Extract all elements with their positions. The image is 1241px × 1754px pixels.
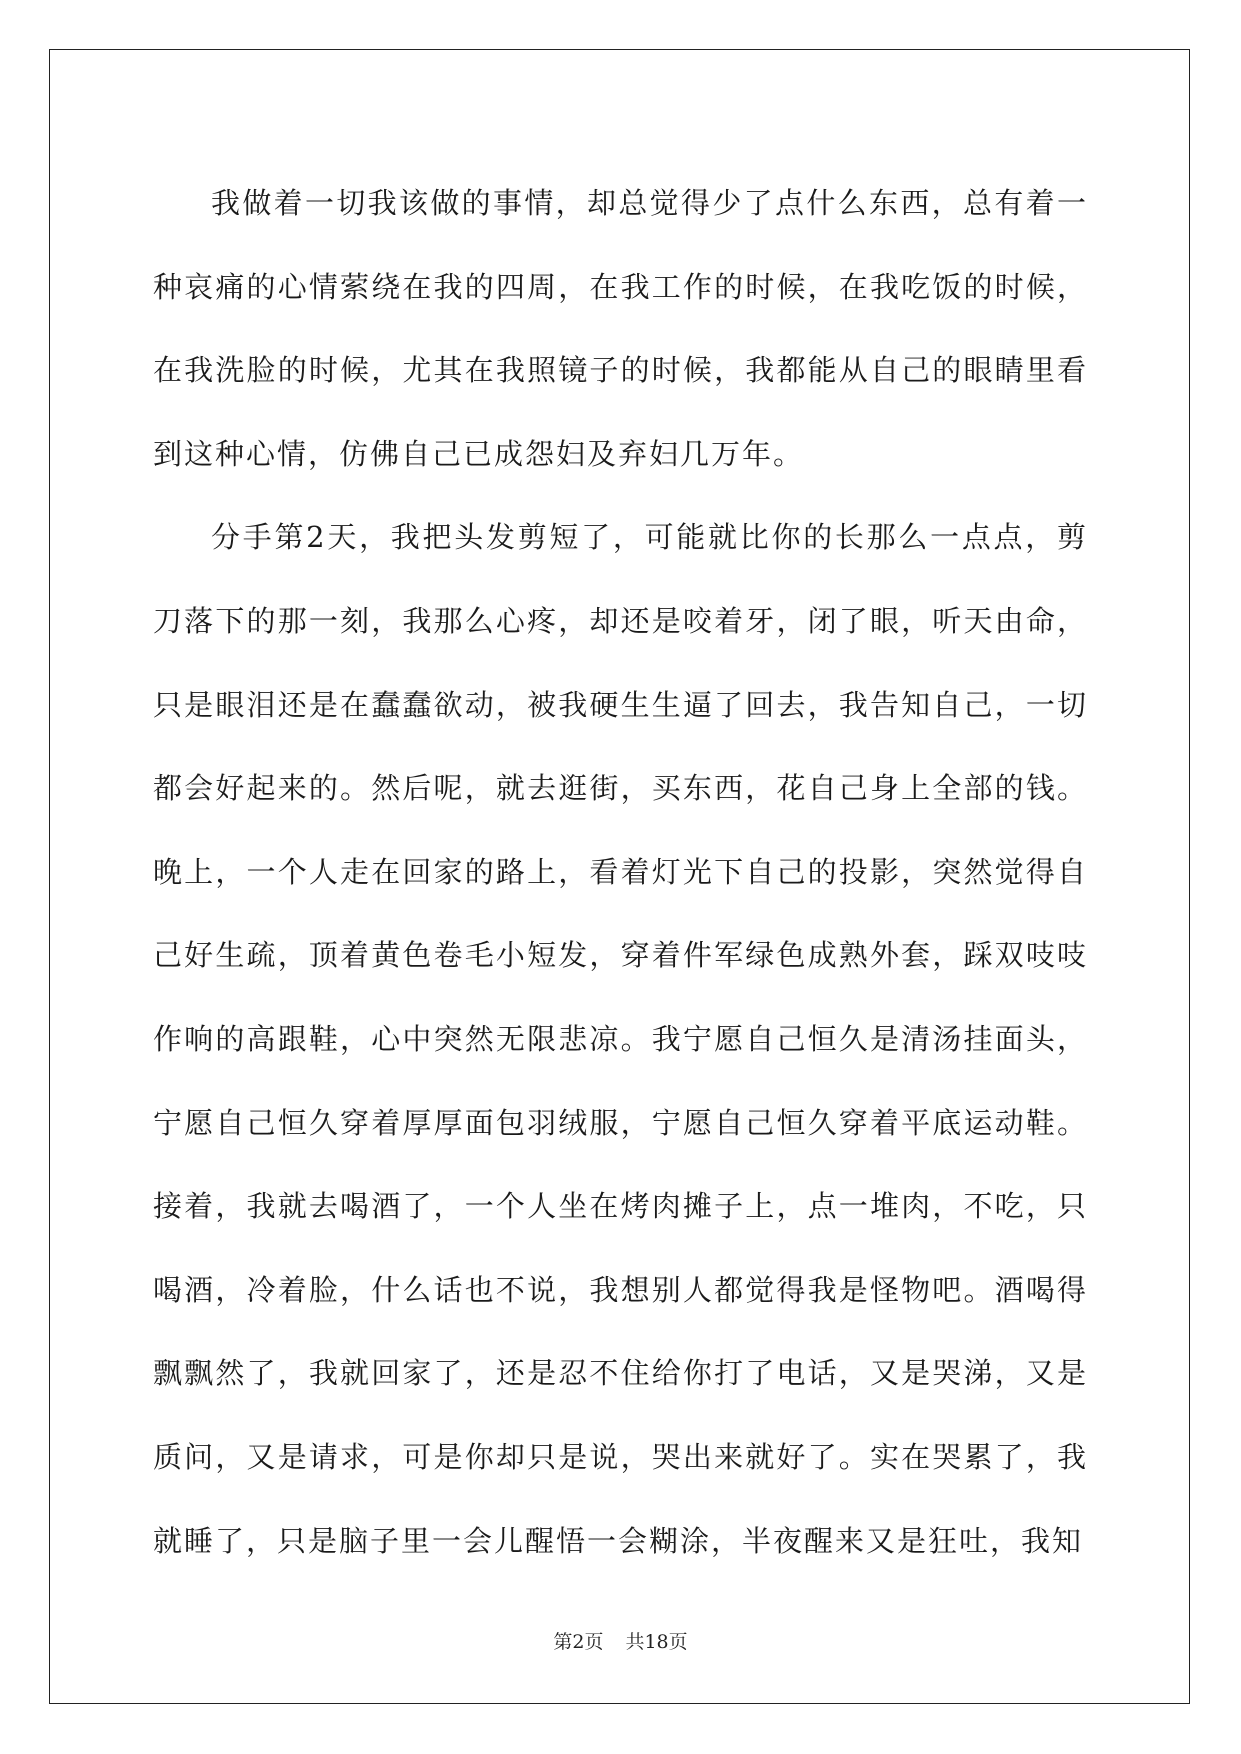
paragraph-2: 分手第2天，我把头发剪短了，可能就比你的长那么一点点，剪刀落下的那一刻，我那么心疼，却还是咬着牙，闭了眼，听天由命，只是眼泪还是在蠢蠢欲动，被我硬生生逼了回去，我告知自己，一切都会好起来的。然后呢，就去逛街，买东西，花自己身上全部的钱。晚上，一个人走在回家的路上，看着灯光下自己的投影，突然觉得自己好生疏，顶着黄色卷毛小短发，穿着件军绿色成熟外套，踩双吱吱作响的高跟鞋，心中突然无限悲凉。我宁愿自己恒久是清汤挂面头，宁愿自己恒久穿着厚厚面包羽绒服，宁愿自己恒久穿着平底运动鞋。接着，我就去喝酒了，一个人坐在烤肉摊子上，点一堆肉，不吃，只喝酒，冷着脸，什么话也不说，我想别人都觉得我是怪物吧。酒喝得飘飘然了，我就回家了，还是忍不住给你打了电话，又是哭涕，又是质问，又是请求，可是你却只是说，哭出来就好了。实在哭累了，我就睡了，只是脑子里一会儿醒悟一会糊涂，半夜醒来又是狂吐，我知 xyxy=(153,520,1088,1558)
page-footer xyxy=(0,1627,1241,1654)
page-total: 共18页 xyxy=(625,1631,688,1653)
page-number: 第2页 xyxy=(553,1631,604,1653)
document-body xyxy=(153,162,1088,1583)
paragraph-1: 我做着一切我该做的事情，却总觉得少了点什么东西，总有着一种哀痛的心情萦绕在我的四周，在我工作的时候，在我吃饭的时候，在我洗脸的时候，尤其在我照镜子的时候，我都能从自己的眼睛里看到这种心情，仿佛自己已成怨妇及弃妇几万年。 xyxy=(153,186,1088,471)
